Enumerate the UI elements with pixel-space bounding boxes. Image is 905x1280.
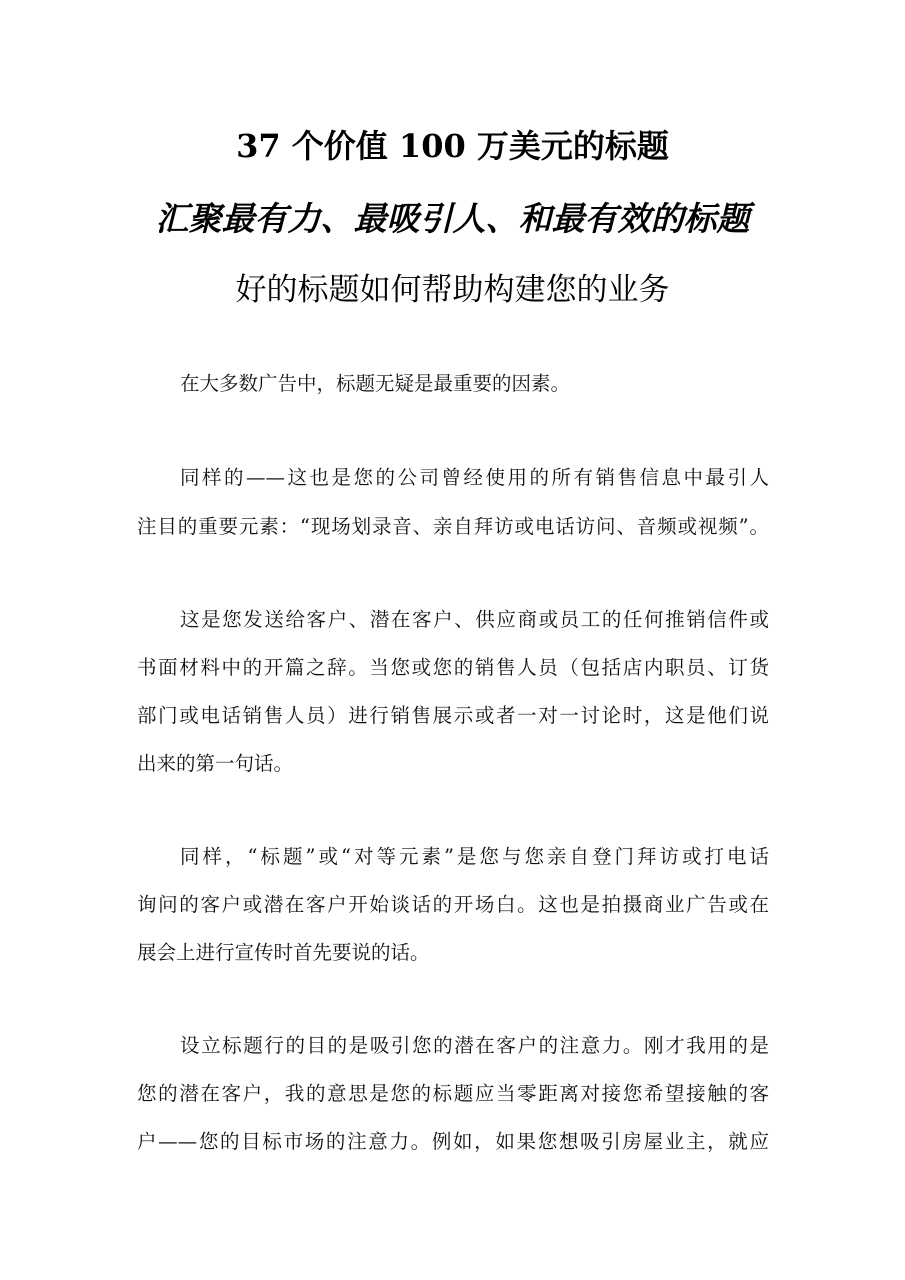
- paragraph-3-line-3: 部门或电话销售人员）进行销售展示或者一对一讨论时，这是他们说: [137, 704, 769, 727]
- paragraph-5-line-1: 设立标题行的目的是吸引您的潜在客户的注意力。刚才我用的是: [180, 1034, 769, 1057]
- document-subtitle: 汇聚最有力、最吸引人、和最有效的标题: [155, 199, 750, 238]
- paragraph-3-line-2: 书面材料中的开篇之辞。当您或您的销售人员（包括店内职员、订货: [137, 656, 769, 679]
- paragraph-2-line-1: 同样的——这也是您的公司曾经使用的所有销售信息中最引人: [180, 466, 769, 489]
- document-title: 37 个价值 100 万美元的标题: [236, 127, 669, 165]
- paragraph-1-line-1: 在大多数广告中，标题无疑是最重要的因素。: [180, 372, 571, 395]
- paragraph-3-line-4: 出来的第一句话。: [137, 752, 294, 775]
- paragraph-4-line-3: 展会上进行宣传时首先要说的话。: [137, 941, 430, 964]
- document-section-heading: 好的标题如何帮助构建您的业务: [235, 272, 670, 308]
- paragraph-3-line-1: 这是您发送给客户、潜在客户、供应商或员工的任何推销信件或: [180, 608, 769, 631]
- paragraph-2-line-2: 注目的重要元素：“现场划录音、亲自拜访或电话访问、音频或视频”。: [137, 515, 769, 538]
- paragraph-5-line-3: 户——您的目标市场的注意力。例如，如果您想吸引房屋业主，就应: [137, 1130, 769, 1153]
- paragraph-5-line-2: 您的潜在客户，我的意思是您的标题应当零距离对接您希望接触的客: [137, 1082, 769, 1105]
- paragraph-4-line-1: 同样，“标题”或“对等元素”是您与您亲自登门拜访或打电话: [180, 845, 769, 868]
- paragraph-4-line-2: 询问的客户或潜在客户开始谈话的开场白。这也是拍摄商业广告或在: [137, 893, 769, 916]
